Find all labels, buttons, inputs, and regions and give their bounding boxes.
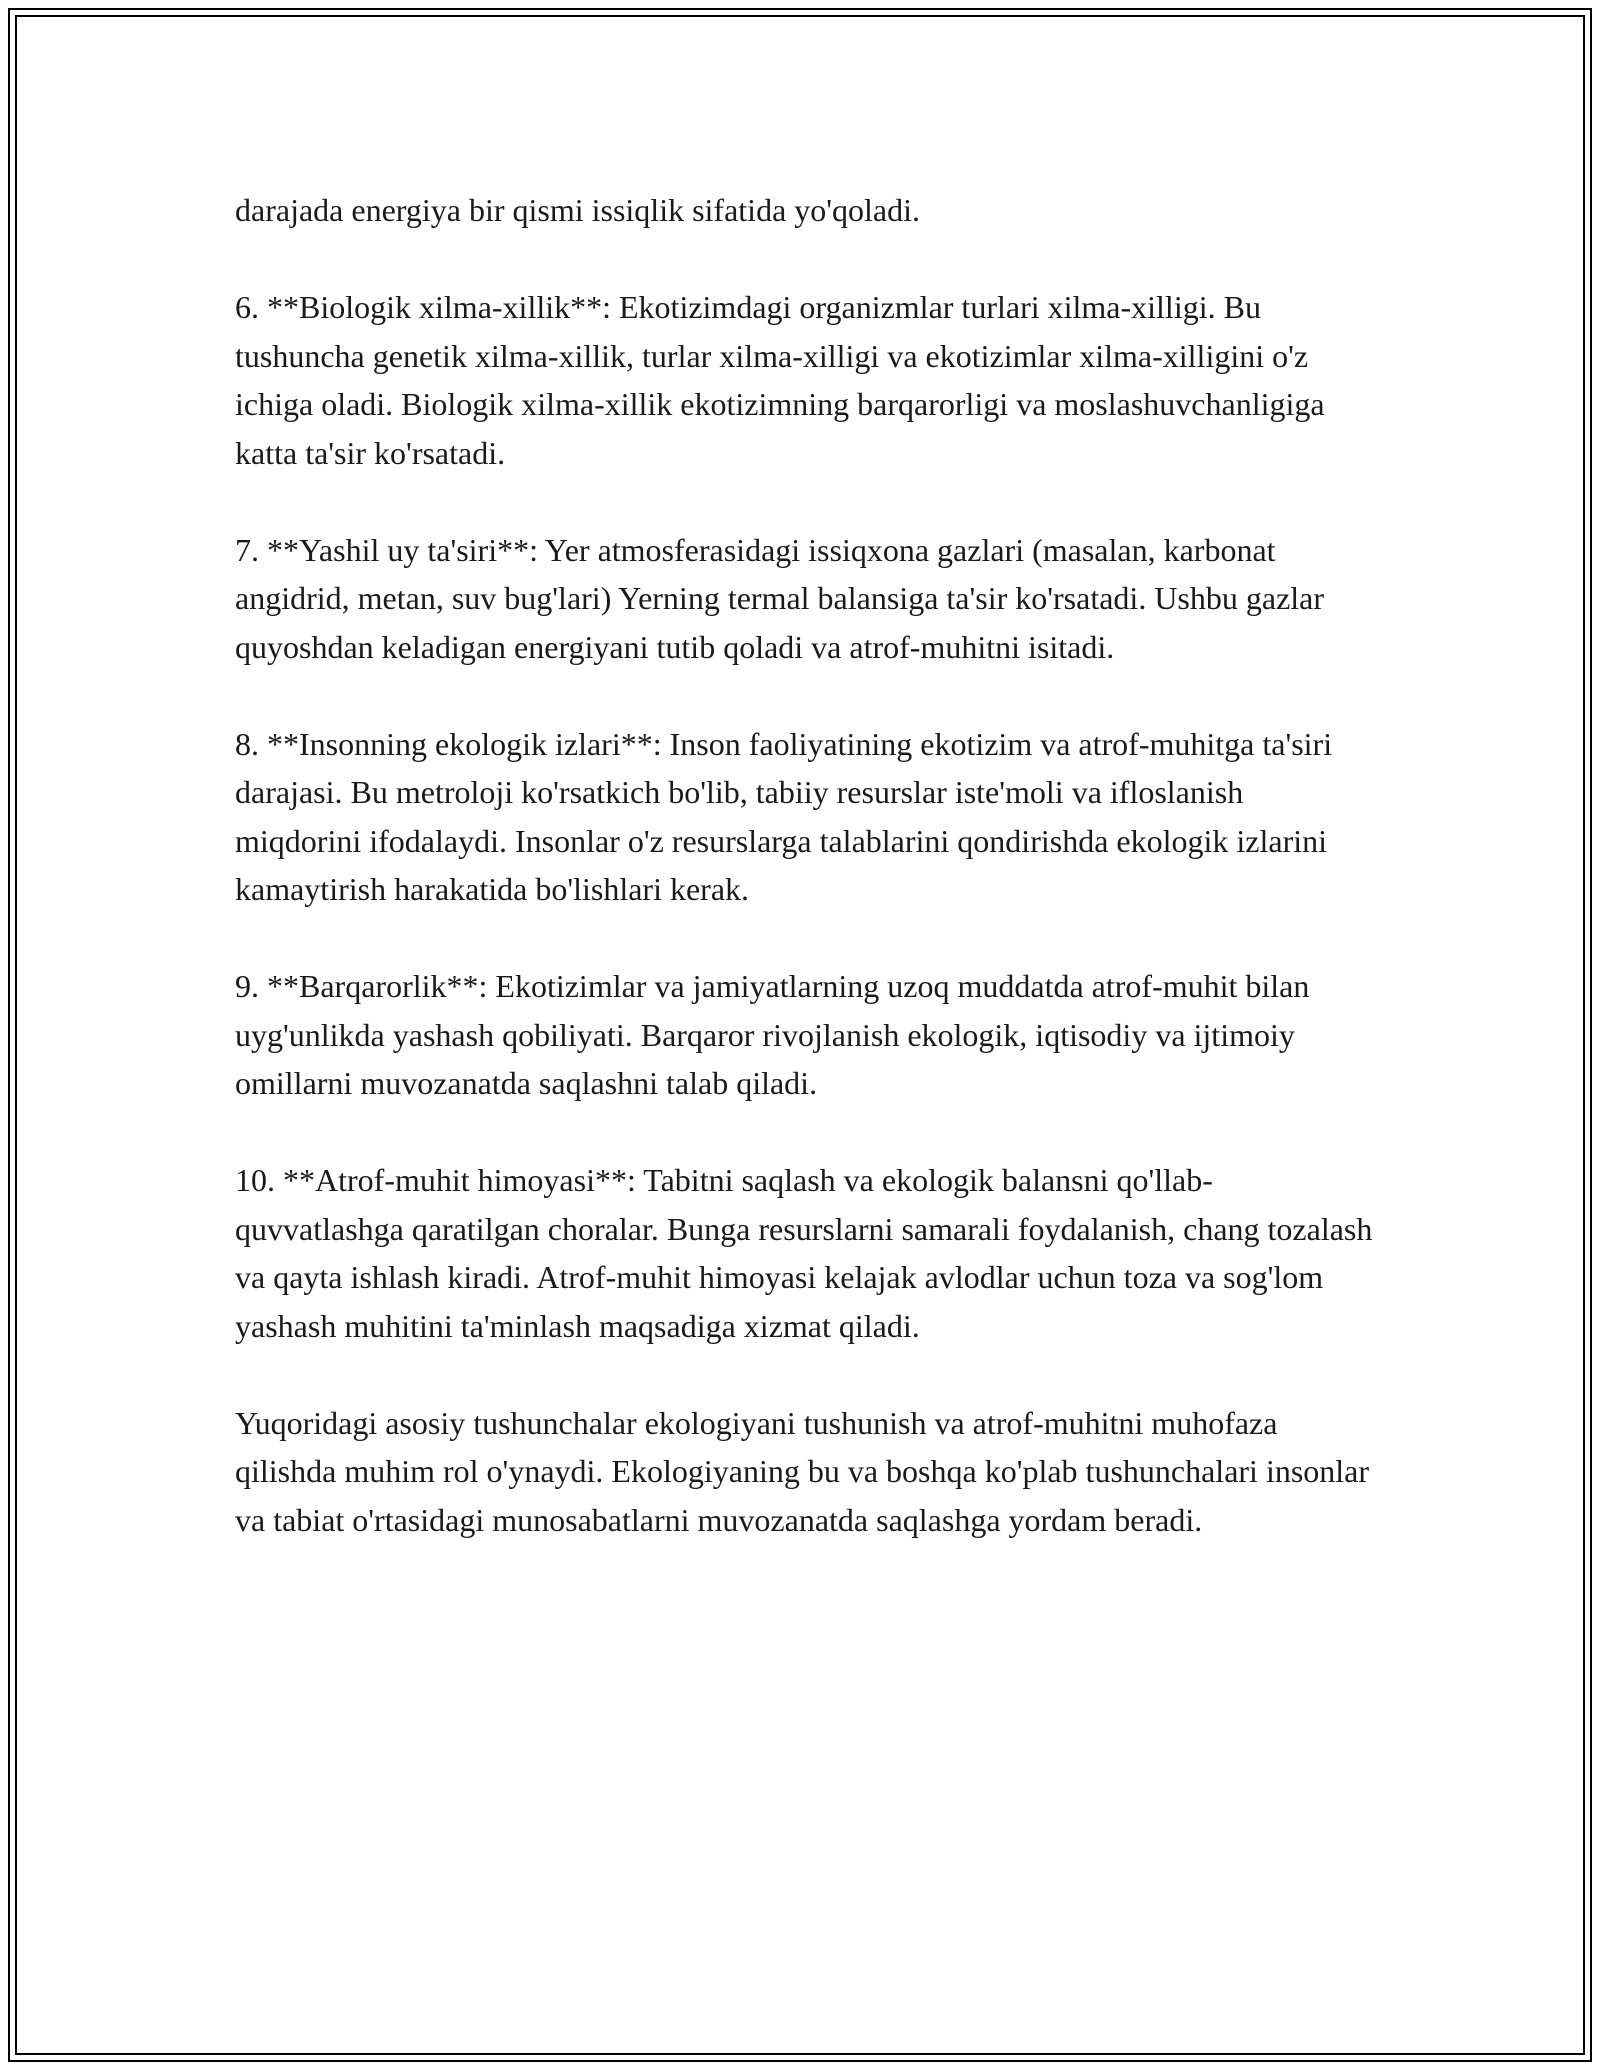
paragraph-sustainability: 9. **Barqarorlik**: Ekotizimlar va jamiyatlarning uzoq muddatda atrof-muhit bilan uyg'unlikda yashash qobiliyati. Barqaror rivojlanish ekologik, iqtisodiy va ijtimoiy omillarni muvozanatda saqlashni talab qiladi.	[235, 968, 1310, 1101]
paragraph-biological-diversity: 6. **Biologik xilma-xillik**: Ekotizimdagi organizmlar turlari xilma-xilligi. Bu tushuncha genetik xilma-xillik, turlar xilma-xilligi va ekotizimlar xilma-xilligini o'z ichiga oladi. Biologik xilma-xillik ekotizimning barqarorligi va moslashuvchanligiga katta ta'sir ko'rsatadi.	[235, 289, 1325, 471]
paragraph-ecological-footprint: 8. **Insonning ekologik izlari**: Inson faoliyatining ekotizim va atrof-muhitga ta'siri darajasi. Bu metroloji ko'rsatkich bo'lib, tabiiy resurslar iste'moli va ifloslanish miqdorini ifodalaydi. Insonlar o'z resurslarga talablarini qondirishda ekologik izlarini kamaytirish harakatida bo'lishlari kerak.	[235, 725, 1333, 907]
document-body	[235, 186, 1373, 1593]
paragraph-environmental-protection: 10. **Atrof-muhit himoyasi**: Tabitni saqlash va ekologik balansni qo'llab-quvvatlashga qaratilgan choralar. Bunga resurslarni samarali foydalanish, chang tozalash va qayta ishlash kiradi. Atrof-muhit himoyasi kelajak avlodlar uchun toza va sog'lom yashash muhitini ta'minlash maqsadiga xizmat qiladi.	[235, 1162, 1373, 1344]
paragraph-conclusion: Yuqoridagi asosiy tushunchalar ekologiyani tushunish va atrof-muhitni muhofaza qilishda muhim rol o'ynaydi. Ekologiyaning bu va boshqa ko'plab tushunchalari insonlar va tabiat o'rtasidagi munosabatlarni muvozanatda saqlashga yordam beradi.	[235, 1404, 1370, 1538]
paragraph-greenhouse-effect: 7. **Yashil uy ta'siri**: Yer atmosferasidagi issiqxona gazlari (masalan, karbonat angidrid, metan, suv bug'lari) Yerning termal balansiga ta'sir ko'rsatadi. Ushbu gazlar quyoshdan keladigan energiyani tutib qoladi va atrof-muhitni isitadi.	[235, 531, 1325, 665]
paragraph-continuation: darajada energiya bir qismi issiqlik sifatida yo'qoladi.	[235, 192, 921, 228]
